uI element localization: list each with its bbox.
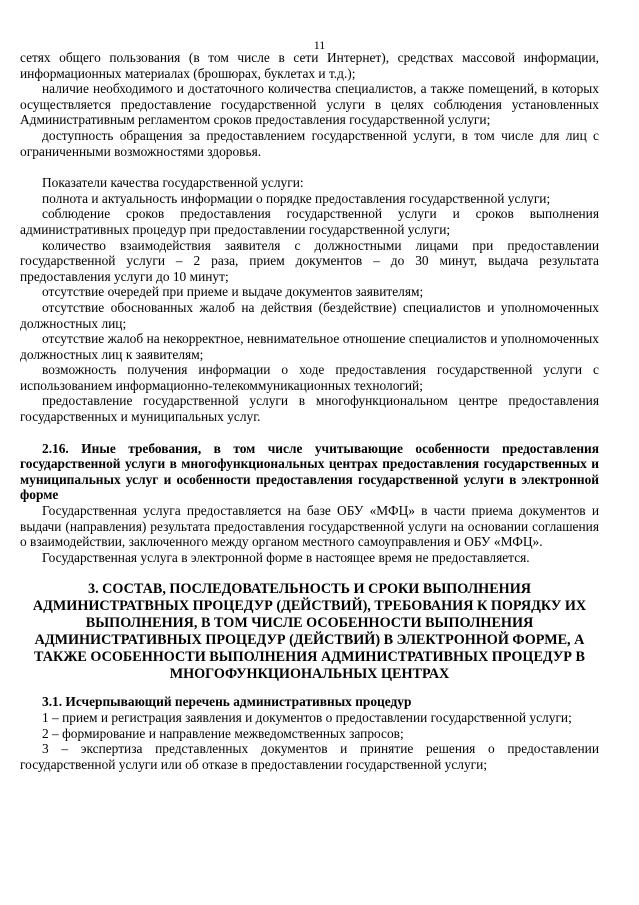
page-number: 11 [313,38,326,52]
paragraph: сетях общего пользования (в том числе в сети Интернет), средствах массовой информации, информационных материалах (брошюрах, буклетах и т.д.); [20,50,599,81]
paragraph: Государственная услуга в электронной форме в настоящее время не предоставляется. [42,549,530,565]
quality-item: полнота и актуальность информации о порядке предоставления государственной услуги; [42,190,551,206]
paragraph: доступность обращения за предоставлением государственной услуги, в том числе для лиц с ограниченными возможностями здоровья. [20,127,599,159]
paragraph: наличие необходимого и достаточного количества специалистов, а также помещений, в которых осуществляется предоставление государственной услуги в целях соблюдения установленных Административным регламентом сроков предоставления государственной услуги; [20,81,599,128]
list-item: 2 – формирование и направление межведомственных запросов; [42,725,404,741]
paragraph: Государственная услуга предоставляется на базе ОБУ «МФЦ» в части приема документов и выдачи (направления) результата предоставления государственной услуги на основании соглашения о взаимодействии, заключенного между органом местного самоуправления и ОБУ «МФЦ». [20,503,599,550]
quality-item: предоставление государственной услуги в многофункциональном центре предоставления государственных и муниципальных услуг. [20,393,599,425]
quality-title: Показатели качества государственной услуги: [42,175,304,191]
section-3-1-heading: 3.1. Исчерпывающий перечень административных процедур [42,694,412,710]
list-item: 1 – прием и регистрация заявления и документов о предоставлении государственной услуги; [42,710,572,725]
quality-item: отсутствие жалоб на некорректное, невнимательное отношение специалистов и уполномоченных должностных лиц к заявителям; [20,331,599,362]
quality-item: отсутствие очередей при приеме и выдаче документов заявителям; [42,284,424,300]
quality-item: возможность получения информации о ходе предоставления государственной услуги с использованием информационно-телекоммуникационных технологий; [20,362,599,393]
section-2-16-heading: 2.16. Иные требования, в том числе учитывающие особенности предоставления государственной услуги в многофункциональных центрах предоставления государственных и муниципальных услуг и особенности предоставления государственной услуги в электронной форме [20,440,599,503]
quality-item: соблюдение сроков предоставления государственной услуги и сроков выполнения административных процедур при предоставлении государственной услуги; [20,206,599,237]
section-3-heading: 3. СОСТАВ, ПОСЛЕДОВАТЕЛЬНОСТЬ И СРОКИ ВЫПОЛНЕНИЯ АДМИНИСТРАТВНЫХ ПРОЦЕДУР (ДЕЙСТВИЙ), ТРЕБОВАНИЯ К ПОРЯДКУ ИХ ВЫПОЛНЕНИЯ, В ТОМ ЧИСЛЕ ОСОБЕННОСТИ ВЫПОЛНЕНИЯ АДМИНИСТРАТИВНЫХ ПРОЦЕДУР (ДЕЙСТВИЙ) В ЭЛЕКТРОННОЙ ФОРМЕ, А ТАКЖЕ ОСОБЕННОСТИ ВЫПОЛНЕНИЯ АДМИНИСТРАТИВНЫХ ПРОЦЕДУР В МНОГОФУНКЦИОНАЛЬНЫХ ЦЕНТРАХ [32,581,587,683]
quality-item: количество взаимодействия заявителя с должностными лицами при предоставлении государственной услуги – 2 раза, прием документов – до 30 минут, выдача результата предоставления услуги до 10 минут; [20,237,599,284]
list-item: 3 – экспертиза представленных документов и принятие решения о предоставлении государственной услуги или об отказе в предоставлении государственной услуги; [20,741,599,772]
quality-item: отсутствие обоснованных жалоб на действия (бездействие) специалистов и уполномоченных должностных лиц; [20,299,599,331]
